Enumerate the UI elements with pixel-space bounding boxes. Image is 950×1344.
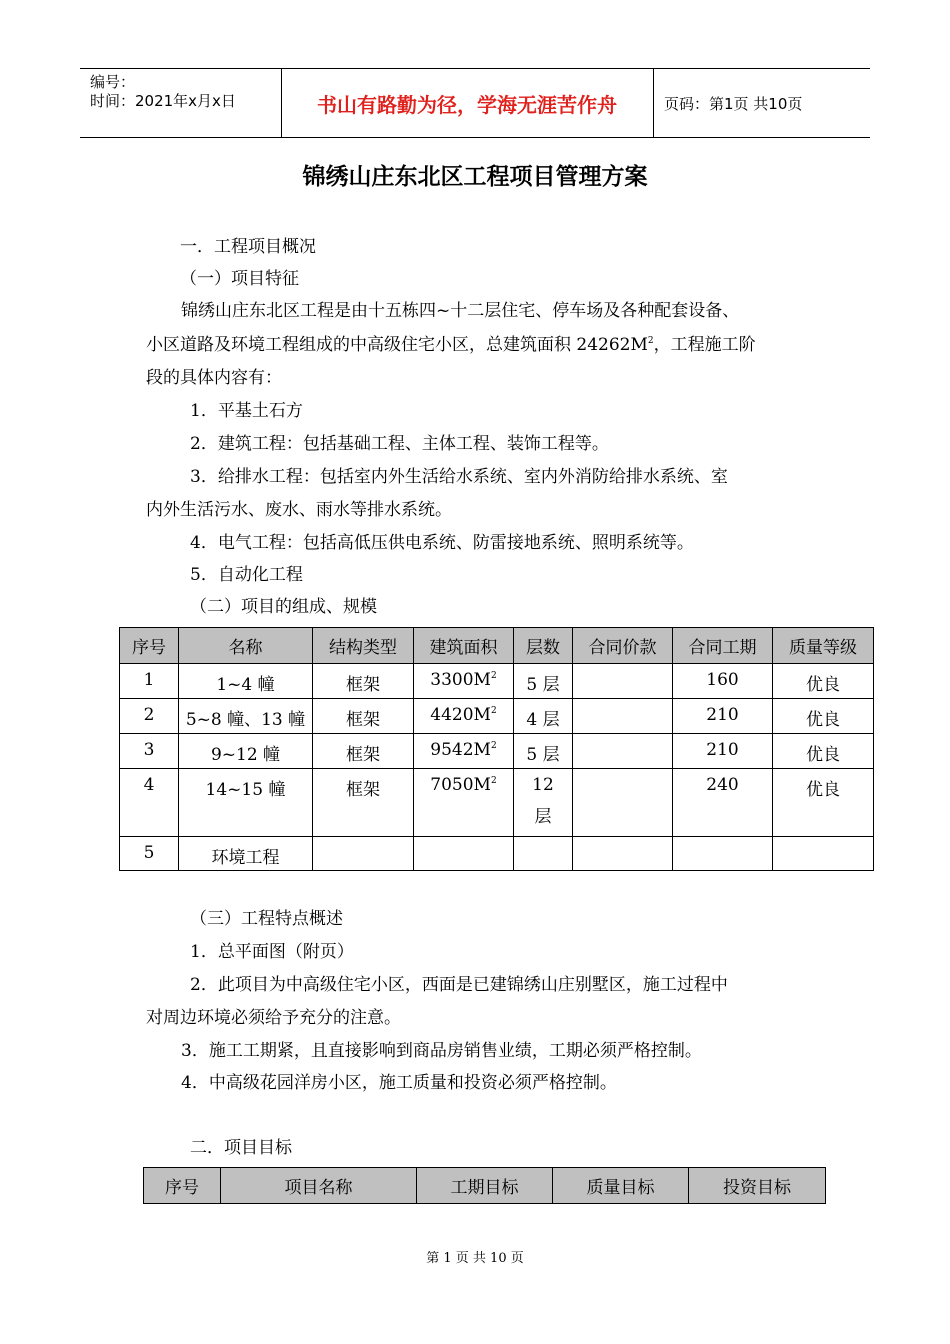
table-cell: 12 层 — [514, 769, 573, 837]
list-item: 对周边环境必须给予充分的注意。 — [146, 1008, 401, 1028]
header-page-code: 页码：第1页 共10页 — [664, 95, 803, 113]
table-cell: 160 — [673, 664, 773, 699]
table-header-row — [120, 628, 874, 664]
header-divider — [653, 69, 654, 137]
table-cell: 5 层 — [514, 664, 573, 699]
list-item: 内外生活污水、废水、雨水等排水系统。 — [146, 500, 452, 520]
section-heading: 二．项目目标 — [190, 1138, 292, 1158]
table-cell: 框架 — [313, 664, 414, 699]
section-heading: 一．工程项目概况 — [180, 237, 316, 257]
table-cell — [573, 664, 673, 699]
superscript: 2 — [647, 336, 654, 346]
subsection-heading: （一）项目特征 — [180, 269, 299, 289]
superscript: 2 — [490, 776, 497, 786]
table-cell: 4 — [120, 769, 179, 837]
text-span: 小区道路及环境工程组成的中高级住宅小区，总建筑面积 24262M — [146, 335, 648, 355]
list-item: 2．此项目为中高级住宅小区，西面是已建锦绣山庄别墅区，施工过程中 — [190, 975, 728, 995]
list-item: 3．给排水工程：包括室内外生活给水系统、室内外消防给排水系统、室 — [190, 467, 728, 487]
table-cell: 优良 — [773, 769, 874, 837]
column-header: 质量等级 — [773, 628, 874, 664]
column-header: 序号 — [144, 1168, 221, 1204]
table-cell: 9~12 幢 — [179, 734, 313, 769]
superscript: 2 — [490, 741, 497, 751]
superscript: 2 — [490, 671, 497, 681]
date-label: 时间：2021年x月x日 — [90, 92, 236, 110]
table-cell — [414, 734, 514, 769]
table-header-row — [144, 1168, 826, 1204]
table-row — [120, 664, 874, 699]
project-table — [119, 627, 874, 871]
list-item: 4．中高级花园洋房小区，施工质量和投资必须严格控制。 — [181, 1073, 617, 1093]
table-cell: 环境工程 — [179, 837, 313, 871]
table-cell: 210 — [673, 699, 773, 734]
table-cell: 1~4 幢 — [179, 664, 313, 699]
table-cell: 5 层 — [514, 734, 573, 769]
subsection-heading: （三）工程特点概述 — [190, 909, 343, 929]
table-cell — [414, 664, 514, 699]
table-cell: 240 — [673, 769, 773, 837]
table-row — [120, 769, 874, 837]
column-header: 序号 — [120, 628, 179, 664]
area-value: 3300M — [430, 670, 491, 690]
column-header: 质量目标 — [553, 1168, 689, 1204]
document-title: 锦绣山庄东北区工程项目管理方案 — [302, 164, 648, 190]
column-header: 建筑面积 — [414, 628, 514, 664]
page-header — [80, 68, 870, 138]
table-cell — [573, 699, 673, 734]
table-cell — [414, 837, 514, 871]
table-cell: 框架 — [313, 769, 414, 837]
goals-table — [143, 1167, 826, 1204]
column-header: 投资目标 — [689, 1168, 826, 1204]
table-cell — [414, 699, 514, 734]
table-cell — [673, 837, 773, 871]
header-meta — [90, 73, 280, 111]
area-value: 7050M — [430, 775, 491, 795]
paragraph-line: 锦绣山庄东北区工程是由十五栋四~十二层住宅、停车场及各种配套设备、 — [181, 301, 740, 321]
table-cell: 优良 — [773, 699, 874, 734]
list-item: 1．平基土石方 — [190, 401, 303, 421]
table-row — [120, 837, 874, 871]
table-cell: 1 — [120, 664, 179, 699]
superscript: 2 — [490, 706, 497, 716]
area-value: 4420M — [430, 705, 491, 725]
list-item: 2．建筑工程：包括基础工程、主体工程、装饰工程等。 — [190, 434, 609, 454]
table-cell — [313, 837, 414, 871]
list-item: 1．总平面图（附页） — [190, 942, 354, 962]
column-header: 合同价款 — [573, 628, 673, 664]
list-item: 3．施工工期紧，且直接影响到商品房销售业绩，工期必须严格控制。 — [181, 1041, 702, 1061]
table-cell: 框架 — [313, 699, 414, 734]
table-cell: 优良 — [773, 664, 874, 699]
table-cell — [414, 769, 514, 837]
table-cell: 优良 — [773, 734, 874, 769]
page-footer: 第 1 页 共 10 页 — [426, 1251, 524, 1266]
column-header: 工期目标 — [417, 1168, 553, 1204]
number-label: 编号： — [90, 73, 136, 91]
paragraph-line — [146, 334, 756, 356]
table-cell: 5 — [120, 837, 179, 871]
column-header: 层数 — [514, 628, 573, 664]
table-cell: 2 — [120, 699, 179, 734]
list-item: 4．电气工程：包括高低压供电系统、防雷接地系统、照明系统等。 — [190, 533, 694, 553]
table-cell: 5~8 幢、13 幢 — [179, 699, 313, 734]
column-header: 项目名称 — [221, 1168, 417, 1204]
column-header: 合同工期 — [673, 628, 773, 664]
header-motto: 书山有路勤为径，学海无涯苦作舟 — [317, 93, 617, 117]
column-header: 结构类型 — [313, 628, 414, 664]
table-cell: 4 层 — [514, 699, 573, 734]
table-row — [120, 734, 874, 769]
table-cell: 210 — [673, 734, 773, 769]
table-cell — [573, 837, 673, 871]
table-cell — [773, 837, 874, 871]
table-cell — [514, 837, 573, 871]
area-value: 9542M — [430, 740, 491, 760]
table-cell: 框架 — [313, 734, 414, 769]
table-row — [120, 699, 874, 734]
table-cell — [573, 734, 673, 769]
column-header: 名称 — [179, 628, 313, 664]
table-cell: 3 — [120, 734, 179, 769]
table-cell — [573, 769, 673, 837]
paragraph-line: 段的具体内容有： — [146, 368, 282, 388]
table-cell: 14~15 幢 — [179, 769, 313, 837]
list-item: 5．自动化工程 — [190, 565, 303, 585]
text-span: ，工程施工阶 — [653, 335, 756, 355]
subsection-heading: （二）项目的组成、规模 — [190, 597, 377, 617]
